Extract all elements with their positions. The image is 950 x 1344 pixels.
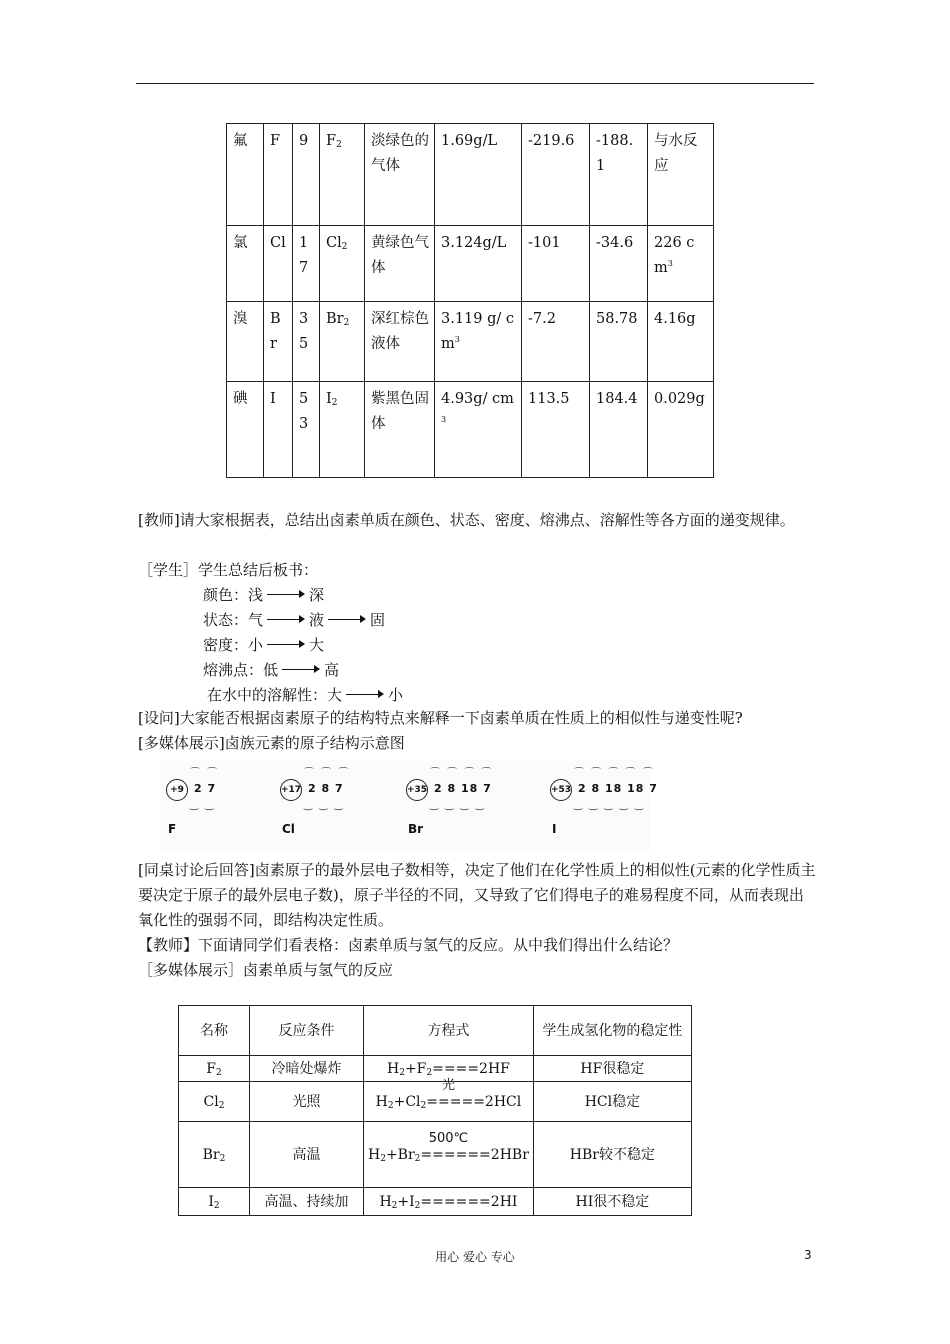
table-row bbox=[227, 226, 714, 302]
atomic-structure-figure bbox=[160, 760, 658, 852]
page-number: 3 bbox=[804, 1248, 812, 1262]
density: 4.93g/ $cm^3$ bbox=[435, 382, 522, 478]
board-value: 大 bbox=[309, 636, 325, 654]
color-state: 紫黑色固体 bbox=[365, 382, 435, 478]
element-name: 碘 bbox=[227, 382, 264, 478]
question: [设问]大家能否根据卤素原子的结构特点来解释一下卤素单质在性质上的相似性与递变性呢? bbox=[138, 709, 743, 727]
formula: $Cl_2$ bbox=[320, 226, 365, 302]
column-header: 反应条件 bbox=[250, 1006, 364, 1056]
solubility: 0.029g bbox=[648, 382, 714, 478]
color-state: 深红棕色液体 bbox=[365, 302, 435, 382]
equation: $H_2+Br_2======2HBr$ 500℃ bbox=[364, 1122, 534, 1188]
element-symbol: Cl bbox=[264, 226, 293, 302]
table-header-row bbox=[179, 1006, 692, 1056]
board-label: 密度： bbox=[203, 636, 249, 654]
solubility: 4.16g bbox=[648, 302, 714, 382]
multimedia-caption-2: ［多媒体展示］卤素单质与氢气的反应 bbox=[138, 961, 394, 979]
multimedia-caption-1: [多媒体展示]卤族元素的原子结构示意图 bbox=[138, 734, 405, 752]
teacher-prompt-1: [教师]请大家根据表，总结出卤素单质在颜色、状态、密度、熔沸点、溶解性等各方面的递变规律。 bbox=[138, 511, 795, 529]
boiling-point: -188.1 bbox=[590, 124, 648, 226]
arrow-right-icon bbox=[346, 690, 384, 700]
atom-label: Cl bbox=[282, 822, 295, 836]
board-line bbox=[207, 683, 403, 707]
board-value: 小 bbox=[388, 686, 404, 704]
element-name: 氯 bbox=[227, 226, 264, 302]
arrow-right-icon bbox=[267, 615, 305, 625]
formula: $I_2$ bbox=[320, 382, 365, 478]
hydrogen-reaction-table bbox=[178, 1005, 692, 1216]
stability: HCl稳定 bbox=[533, 1082, 691, 1122]
board-value: 气 bbox=[248, 611, 264, 629]
table-row bbox=[179, 1122, 692, 1188]
shell-arcs-icon: ‿ ‿ ‿ ‿ ‿ bbox=[574, 800, 645, 811]
atom-label: F bbox=[168, 822, 177, 836]
table-row bbox=[227, 382, 714, 478]
halogen-name: $Br_2$ bbox=[179, 1122, 250, 1188]
arrow-right-icon bbox=[282, 665, 320, 675]
board-line bbox=[203, 608, 385, 632]
condition-label: 光 bbox=[441, 1077, 455, 1093]
atomic-number: 9 bbox=[293, 124, 320, 226]
nucleus: +53 bbox=[550, 779, 572, 801]
melting-point: 113.5 bbox=[522, 382, 590, 478]
color-state: 黄绿色气体 bbox=[365, 226, 435, 302]
header-rule bbox=[136, 83, 814, 84]
shell-arcs-icon: ‿ ‿ ‿ ‿ bbox=[430, 800, 486, 811]
board-value: 高 bbox=[324, 661, 340, 679]
footer-motto: 用心 爱心 专心 bbox=[435, 1250, 515, 1264]
melting-point: -219.6 bbox=[522, 124, 590, 226]
arrow-right-icon bbox=[267, 590, 305, 600]
formula: $Br_2$ bbox=[320, 302, 365, 382]
table-row bbox=[227, 124, 714, 226]
element-name: 溴 bbox=[227, 302, 264, 382]
atomic-number: 53 bbox=[293, 382, 320, 478]
board-label: 状态： bbox=[203, 611, 249, 629]
column-header: 方程式 bbox=[364, 1006, 534, 1056]
teacher-prompt-2: 【教师】下面请同学们看表格：卤素单质与氢气的反应。从中我们得出什么结论？ bbox=[138, 936, 679, 954]
table-row bbox=[227, 302, 714, 382]
solubility: 与水反应 bbox=[648, 124, 714, 226]
board-value: 小 bbox=[248, 636, 264, 654]
element-symbol: I bbox=[264, 382, 293, 478]
reaction-condition: 高温、持续加 bbox=[250, 1188, 364, 1216]
board-value: 大 bbox=[327, 686, 343, 704]
table-row bbox=[179, 1082, 692, 1122]
shell-arcs-icon: ⌒ ⌒ bbox=[190, 768, 220, 779]
condition-label: 500℃ bbox=[428, 1130, 469, 1146]
shell-arcs-icon: ‿ ‿ ‿ bbox=[304, 800, 345, 811]
element-name: 氟 bbox=[227, 124, 264, 226]
table-row bbox=[179, 1188, 692, 1216]
column-header: 学生成氢化物的稳定性 bbox=[533, 1006, 691, 1056]
atomic-number: 17 bbox=[293, 226, 320, 302]
board-value: 深 bbox=[309, 586, 325, 604]
arrow-right-icon bbox=[267, 640, 305, 650]
shell-arcs-icon: ⌒ ⌒ ⌒ ⌒ ⌒ bbox=[574, 768, 655, 779]
equation: $H_2+I_2======2HI$ bbox=[364, 1188, 534, 1216]
atom-label: I bbox=[552, 822, 557, 836]
board-line bbox=[203, 658, 339, 682]
discussion-answer: [同桌讨论后回答]卤素原子的最外层电子数相等，决定了他们在化学性质上的相似性(元素的化学性质主要决定于原子的最外层电子数)，原子半径的不同，又导致了它们得电子的难易程度不同，从而表现出氧化性的强弱不同，即结构决定性质。 bbox=[138, 861, 816, 929]
shell-arcs-icon: ⌒ ⌒ ⌒ ⌒ bbox=[430, 768, 494, 779]
shell-arcs-icon: ⌒ ⌒ ⌒ bbox=[304, 768, 351, 779]
arrow-right-icon bbox=[328, 615, 366, 625]
stability: HF很稳定 bbox=[533, 1056, 691, 1082]
formula: $F_2$ bbox=[320, 124, 365, 226]
color-state: 淡绿色的气体 bbox=[365, 124, 435, 226]
density: 1.69g/L bbox=[435, 124, 522, 226]
nucleus: +17 bbox=[280, 779, 302, 801]
equation: $H_2+Cl_2=====2HCl$ 光 bbox=[364, 1082, 534, 1122]
shell-arcs-icon: ‿ ‿ bbox=[190, 800, 216, 811]
density: 3.119 g/ $cm^3$ bbox=[435, 302, 522, 382]
equation: $H_2+F_2====2HF$ bbox=[364, 1056, 534, 1082]
board-value: 低 bbox=[263, 661, 279, 679]
element-symbol: Br bbox=[264, 302, 293, 382]
board-label: 在水中的溶解性： bbox=[207, 686, 328, 704]
board-value: 固 bbox=[370, 611, 386, 629]
column-header: 名称 bbox=[179, 1006, 250, 1056]
melting-point: -101 bbox=[522, 226, 590, 302]
boiling-point: 184.4 bbox=[590, 382, 648, 478]
halogen-properties-table bbox=[226, 123, 714, 478]
boiling-point: 58.78 bbox=[590, 302, 648, 382]
board-value: 液 bbox=[309, 611, 325, 629]
atomic-number: 35 bbox=[293, 302, 320, 382]
halogen-name: $Cl_2$ bbox=[179, 1082, 250, 1122]
student-intro: ［学生］学生总结后板书： bbox=[138, 561, 319, 579]
stability: HBr较不稳定 bbox=[533, 1122, 691, 1188]
board-line bbox=[203, 633, 324, 657]
board-label: 颜色： bbox=[203, 586, 249, 604]
density: 3.124g/L bbox=[435, 226, 522, 302]
nucleus: +35 bbox=[406, 779, 428, 801]
electron-shells: 2 7 bbox=[194, 782, 217, 795]
halogen-name: $I_2$ bbox=[179, 1188, 250, 1216]
melting-point: -7.2 bbox=[522, 302, 590, 382]
reaction-condition: 冷暗处爆炸 bbox=[250, 1056, 364, 1082]
electron-shells: 2 8 18 7 bbox=[434, 782, 492, 795]
boiling-point: -34.6 bbox=[590, 226, 648, 302]
nucleus: +9 bbox=[166, 779, 188, 801]
board-line bbox=[203, 583, 324, 607]
electron-shells: 2 8 18 18 7 bbox=[578, 782, 658, 795]
reaction-condition: 高温 bbox=[250, 1122, 364, 1188]
solubility: 226 $cm^3$ bbox=[648, 226, 714, 302]
stability: HI很不稳定 bbox=[533, 1188, 691, 1216]
halogen-name: $F_2$ bbox=[179, 1056, 250, 1082]
element-symbol: F bbox=[264, 124, 293, 226]
board-value: 浅 bbox=[248, 586, 264, 604]
board-label: 熔沸点： bbox=[203, 661, 264, 679]
atom-label: Br bbox=[408, 822, 424, 836]
reaction-condition: 光照 bbox=[250, 1082, 364, 1122]
electron-shells: 2 8 7 bbox=[308, 782, 344, 795]
